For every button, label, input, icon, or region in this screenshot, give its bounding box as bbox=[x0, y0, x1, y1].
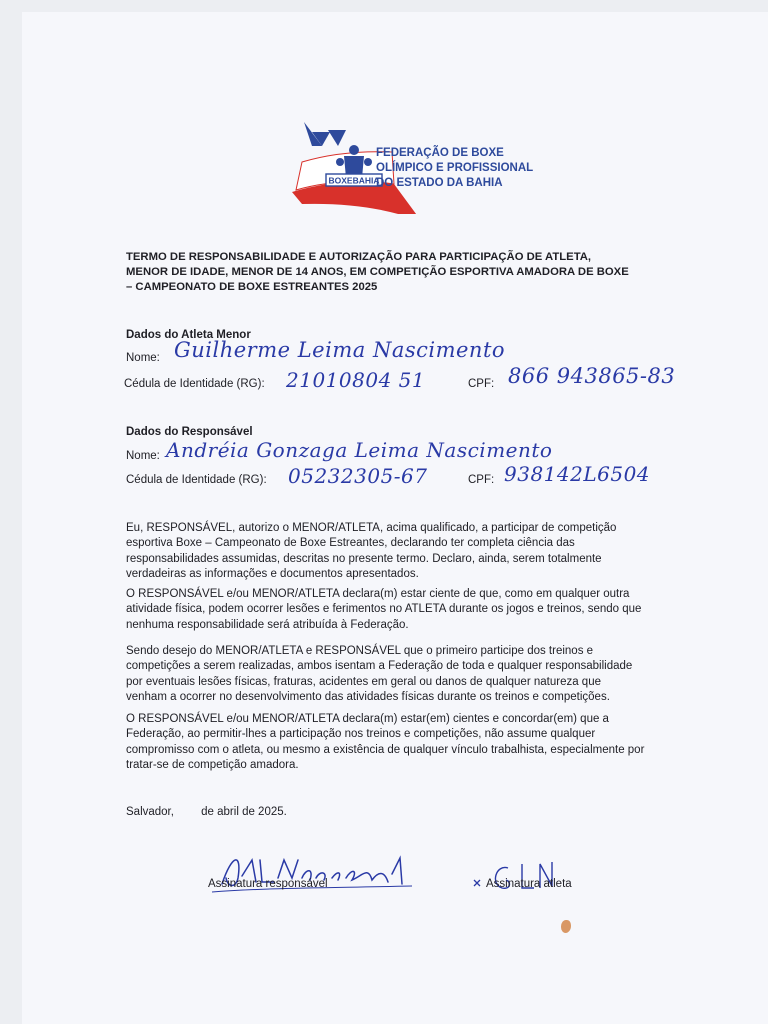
athlete-heading: Dados do Atleta Menor bbox=[126, 329, 251, 341]
paragraph-line: por eventuais lesões físicas, fraturas, acidentes em geral ou danos de qualquer natureza que bbox=[126, 675, 601, 688]
paragraph-line: responsabilidades assumidas, descritas no presente termo. Declaro, ainda, serem totalmente bbox=[126, 552, 602, 565]
paragraph-line: nenhuma responsabilidade será atribuída à Federação. bbox=[126, 618, 409, 631]
guardian-cpf-label: CPF: bbox=[468, 474, 495, 486]
athlete-name-value: Guilherme Leima Nascimento bbox=[174, 338, 506, 362]
org-line-2: OLÍMPICO E PROFISSIONAL bbox=[376, 162, 534, 174]
place-date-line bbox=[126, 806, 287, 818]
guardian-heading: Dados do Responsável bbox=[126, 426, 253, 438]
athlete-rg-value: 21010804 51 bbox=[286, 368, 426, 392]
athlete-rg-label: Cédula de Identidade (RG): bbox=[124, 378, 265, 390]
guardian-cpf-value: 938142L6504 bbox=[504, 462, 651, 486]
date-text: de abril de 2025. bbox=[201, 806, 287, 818]
athlete-cpf-label: CPF: bbox=[468, 378, 495, 390]
paragraph-line: atividade física, podem ocorrer lesões e ferimentos no ATLETA durante os jogos e treinos, sendo que bbox=[126, 603, 642, 616]
guardian-signature bbox=[202, 848, 442, 898]
title-line-2: MENOR DE IDADE, MENOR DE 14 ANOS, EM COMPETIÇÃO ESPORTIVA AMADORA DE BOXE bbox=[126, 266, 629, 278]
logo-emblem-text: BOXEBAHIA bbox=[328, 175, 380, 186]
paragraph-no-employment bbox=[126, 712, 706, 773]
paragraph-risk-awareness bbox=[126, 587, 706, 633]
guardian-name-value: Andréia Gonzaga Leima Nascimento bbox=[166, 438, 553, 462]
place: Salvador, bbox=[126, 806, 174, 818]
paragraph-line: O RESPONSÁVEL e/ou MENOR/ATLETA declara(m) estar ciente de que, como em qualquer outra bbox=[126, 588, 630, 600]
paragraph-line: Federação, ao permitir-lhes a participação nos treinos e competições, não assume qualquer bbox=[126, 728, 596, 741]
guardian-rg-value: 05232305-67 bbox=[288, 464, 428, 488]
paragraph-line: O RESPONSÁVEL e/ou MENOR/ATLETA declara(m) estar(em) cientes e concordar(em) que a bbox=[126, 713, 609, 725]
guardian-signature-label: Assinatura responsável bbox=[208, 878, 328, 890]
document-page bbox=[22, 12, 768, 1024]
athlete-cpf-value: 866 943865-83 bbox=[508, 364, 676, 388]
document-title bbox=[126, 250, 706, 295]
title-line-3: – CAMPEONATO DE BOXE ESTREANTES 2025 bbox=[126, 281, 378, 293]
org-line-1: FEDERAÇÃO DE BOXE bbox=[376, 147, 504, 159]
org-line-3: DO ESTADO DA BAHIA bbox=[376, 177, 503, 189]
paragraph-line: Sendo desejo do MENOR/ATLETA e RESPONSÁVEL que o primeiro participe dos treinos e bbox=[126, 645, 594, 657]
guardian-rg-label: Cédula de Identidade (RG): bbox=[126, 474, 267, 486]
paragraph-liability-waiver bbox=[126, 644, 706, 705]
paragraph-line: tratar-se de competição amadora. bbox=[126, 758, 299, 771]
guardian-name-label: Nome: bbox=[126, 450, 160, 462]
athlete-signature-label: Assinatura atleta bbox=[486, 878, 572, 890]
title-line-1: TERMO DE RESPONSABILIDADE E AUTORIZAÇÃO PARA PARTICIPAÇÃO DE ATLETA, bbox=[126, 251, 592, 263]
paragraph-line: verdadeiras as informações e documentos apresentados. bbox=[126, 567, 419, 580]
paragraph-line: competições a serem realizadas, ambos isentam a Federação de toda e qualquer responsabilidade bbox=[126, 660, 633, 673]
paragraph-line: Eu, RESPONSÁVEL, autorizo o MENOR/ATLETA, acima qualificado, a participar de competição bbox=[126, 522, 617, 534]
organization-name bbox=[376, 146, 533, 191]
paragraph-line: venham a ocorrer no desenvolvimento das atividades físicas durante os treinos e competições. bbox=[126, 690, 610, 703]
paragraph-line: esportiva Boxe – Campeonato de Boxe Estreantes, declarando ter completa ciência das bbox=[126, 537, 575, 550]
paper-stain bbox=[561, 920, 571, 933]
paragraph-line: compromisso com o atleta, ou mesmo a existência de qualquer vínculo trabalhista, especialmente por bbox=[126, 743, 645, 756]
athlete-name-label: Nome: bbox=[126, 352, 160, 364]
paragraph-authorization bbox=[126, 521, 706, 582]
